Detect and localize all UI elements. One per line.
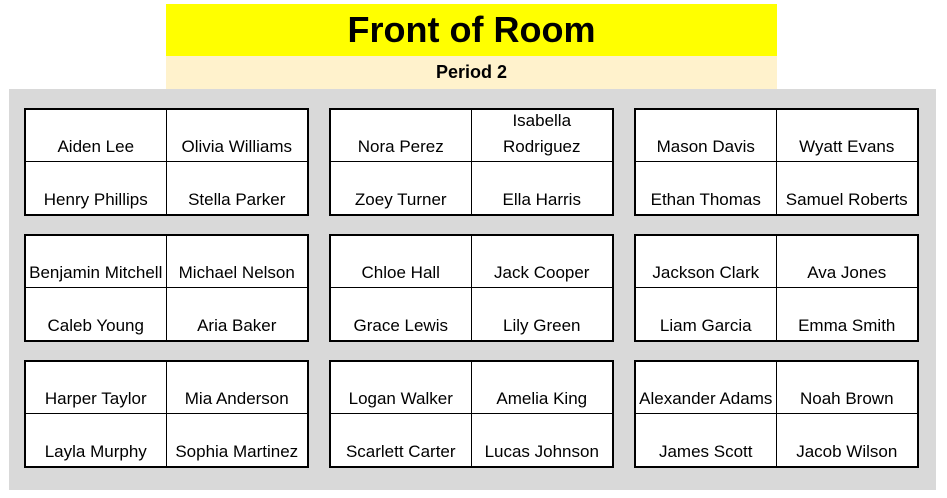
seat[interactable] — [331, 162, 472, 214]
student-name: Amelia King — [496, 389, 588, 408]
seat[interactable] — [26, 236, 167, 288]
student-name: Stella Parker — [188, 190, 286, 209]
student-name: Caleb Young — [47, 316, 144, 335]
student-name: Liam Garcia — [659, 316, 752, 335]
table-group-5 — [329, 234, 614, 342]
student-name: Mason Davis — [656, 137, 755, 156]
seat[interactable] — [26, 414, 167, 466]
table-group-1 — [24, 108, 309, 216]
seat[interactable] — [331, 288, 472, 340]
seat[interactable] — [777, 162, 918, 214]
student-name: Ethan Thomas — [650, 190, 761, 209]
seat[interactable] — [472, 110, 613, 162]
student-name: Scarlett Carter — [345, 442, 456, 461]
seat[interactable] — [636, 362, 777, 414]
seat[interactable] — [26, 288, 167, 340]
student-name: Ella Harris — [502, 190, 581, 209]
seat[interactable] — [472, 414, 613, 466]
student-name: Sophia Martinez — [175, 442, 299, 461]
table-group-7 — [24, 360, 309, 468]
student-name: Jack Cooper — [494, 263, 590, 282]
period-banner — [166, 56, 777, 89]
table-group-3 — [634, 108, 919, 216]
front-of-room-banner — [166, 4, 777, 56]
student-name: Nora Perez — [357, 137, 444, 156]
seat[interactable] — [636, 236, 777, 288]
table-group-9 — [634, 360, 919, 468]
student-name: Jacob Wilson — [796, 442, 898, 461]
seat[interactable] — [331, 414, 472, 466]
student-name: Noah Brown — [799, 389, 894, 408]
seat[interactable] — [167, 414, 308, 466]
student-name: Lily Green — [503, 316, 581, 335]
table-group-8 — [329, 360, 614, 468]
seat[interactable] — [777, 236, 918, 288]
seat[interactable] — [26, 110, 167, 162]
student-name: Jackson Clark — [652, 263, 760, 282]
student-name: Emma Smith — [798, 316, 896, 335]
student-name: Alexander Adams — [639, 389, 773, 408]
seat[interactable] — [331, 110, 472, 162]
table-group-4 — [24, 234, 309, 342]
student-name: Olivia Williams — [181, 137, 292, 156]
seat[interactable] — [167, 110, 308, 162]
student-name: Aria Baker — [197, 316, 277, 335]
seat[interactable] — [472, 362, 613, 414]
seat[interactable] — [472, 162, 613, 214]
seat[interactable] — [167, 362, 308, 414]
student-name: Zoey Turner — [354, 190, 447, 209]
seat[interactable] — [636, 414, 777, 466]
student-name: Harper Taylor — [44, 389, 147, 408]
seat[interactable] — [26, 362, 167, 414]
seat[interactable] — [331, 362, 472, 414]
student-name: Mia Anderson — [184, 389, 289, 408]
seat[interactable] — [331, 236, 472, 288]
student-name: Ava Jones — [807, 263, 887, 282]
seat[interactable] — [777, 288, 918, 340]
student-name: Michael Nelson — [178, 263, 295, 282]
seat[interactable] — [472, 236, 613, 288]
table-group-6 — [634, 234, 919, 342]
seat[interactable] — [167, 288, 308, 340]
student-name: Isabella Rodriguez — [503, 111, 581, 156]
seat[interactable] — [167, 162, 308, 214]
student-name: Aiden Lee — [57, 137, 135, 156]
seat[interactable] — [777, 362, 918, 414]
student-name: Lucas Johnson — [484, 442, 599, 461]
seat[interactable] — [777, 110, 918, 162]
seat[interactable] — [167, 236, 308, 288]
seat[interactable] — [636, 110, 777, 162]
student-name: Layla Murphy — [44, 442, 147, 461]
seat[interactable] — [636, 288, 777, 340]
student-name: Grace Lewis — [353, 316, 448, 335]
classroom-area — [9, 89, 936, 490]
student-name: Henry Phillips — [43, 190, 148, 209]
student-name: Logan Walker — [348, 389, 453, 408]
seat[interactable] — [636, 162, 777, 214]
seat[interactable] — [472, 288, 613, 340]
table-group-2 — [329, 108, 614, 216]
seat[interactable] — [777, 414, 918, 466]
student-name: Benjamin Mitchell — [29, 263, 163, 282]
student-name: Wyatt Evans — [799, 137, 895, 156]
student-name: Samuel Roberts — [785, 190, 908, 209]
student-name: Chloe Hall — [361, 263, 440, 282]
page-title: Front of Room — [347, 9, 596, 50]
seat[interactable] — [26, 162, 167, 214]
period-label: Period 2 — [435, 62, 508, 82]
student-name: James Scott — [658, 442, 753, 461]
